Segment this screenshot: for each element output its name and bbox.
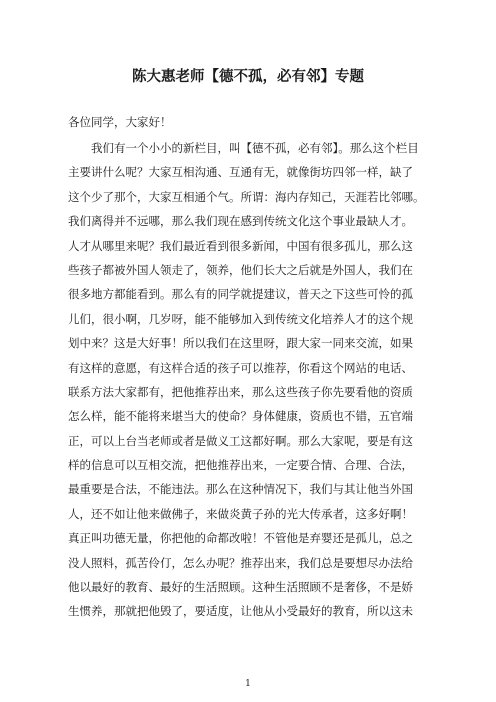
text-line: 真正叫功德无量，你把他的命都改啦！不管他是弃婴还是孤儿，总之 [68, 531, 413, 546]
document-title: 陈大惠老师【德不孤，必有邻】专题 [132, 69, 364, 85]
text-line: 生惯养，那就把他毁了，要适度，让他从小受最好的教育，所以这未 [68, 604, 413, 619]
text-line: 人，还不如让他来做佛子，来做炎黄子孙的光大传承者，这多好啊！ [68, 506, 413, 521]
text-line: 没人照料，孤苦伶仃，怎么办呢？推荐出来，我们总是要想尽办法给 [68, 555, 413, 570]
text-line: 他以最好的教育、最好的生活照顾。这种生活照顾不是奢侈，不是娇 [68, 580, 413, 595]
text-line: 怎么样，能不能将来堪当大的使命？身体健康，资质也不错，五官端 [68, 409, 413, 424]
text-line: 很多地方都能看到。那么有的同学就提建议，普天之下这些可怜的孤 [68, 287, 413, 302]
text-line: 划中来？这是大好事！所以我们在这里呀，跟大家一同来交流，如果 [68, 336, 413, 351]
text-line: 联系方法大家都有，把他推荐出来，那么这些孩子你先要看他的资质 [68, 384, 413, 399]
text-line: 我们有一个小小的新栏目，叫【德不孤，必有邻】。那么这个栏目 [68, 141, 419, 155]
greeting-line: 各位同学，大家好！ [68, 115, 172, 129]
text-line: 儿们，很小啊，几岁呀，能不能够加入到传统文化培养人才的这个规 [68, 311, 413, 326]
text-line: 我们离得并不远哪，那么我们现在感到传统文化这个事业最缺人才。 [68, 214, 413, 229]
page-number: 1 [245, 679, 251, 689]
text-line: 有这样的意愿，有这样合适的孩子可以推荐，你看这个网站的电话、 [68, 360, 413, 375]
text-line: 样的信息可以互相交流，把他推荐出来，一定要合情、合理、合法， [68, 458, 413, 473]
text-line: 些孩子都被外国人领走了，领养，他们长大之后就是外国人，我们在 [68, 262, 413, 277]
text-line: 正，可以上台当老师或者是做义工这都好啊。那么大家呢，要是有这 [68, 433, 413, 448]
text-line: 人才从哪里来呢？我们最近看到很多新闻，中国有很多孤儿，那么这 [68, 238, 413, 253]
body-paragraph [68, 140, 427, 628]
text-line: 这个少了那个，大家互相通个气。所谓：海内存知己，天涯若比邻哪。 [68, 189, 425, 204]
text-line: 最重要是合法，不能违法。那么在这种情况下，我们与其让他当外国 [68, 482, 413, 497]
text-line: 主要讲什么呢？大家互相沟通、互通有无，就像街坊四邻一样，缺了 [68, 165, 413, 180]
